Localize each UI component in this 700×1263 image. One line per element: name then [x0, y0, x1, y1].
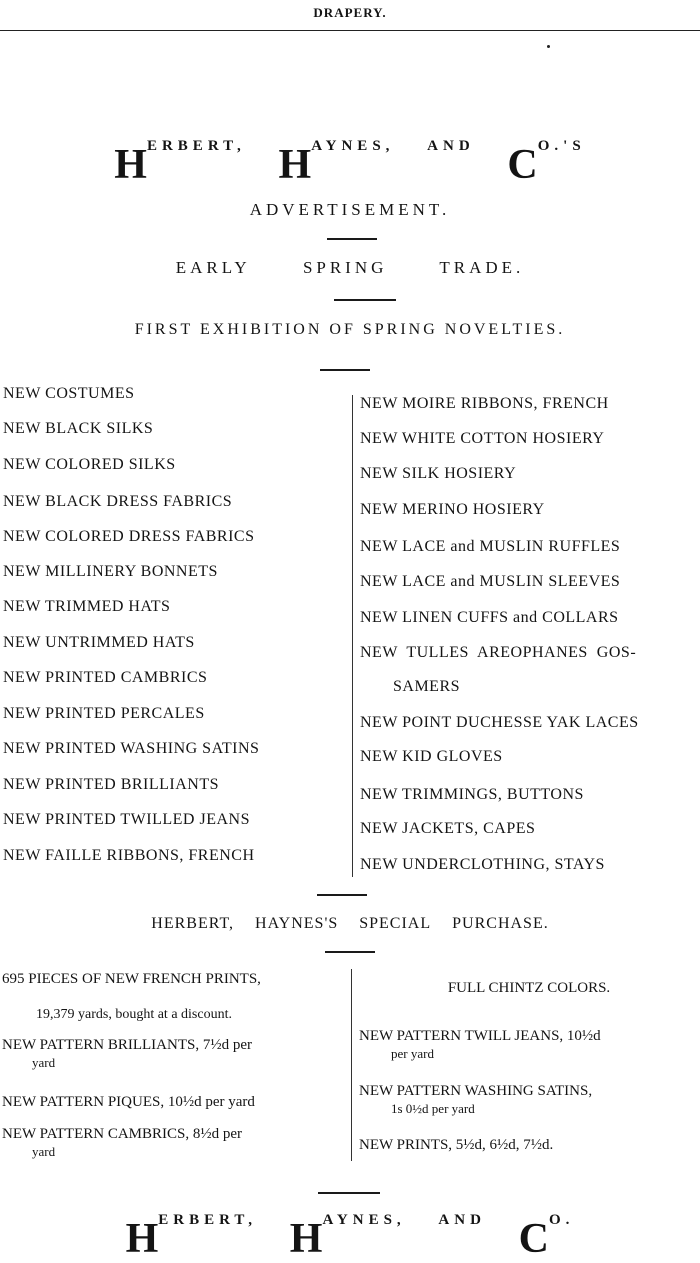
list-item: NEW TRIMMINGS, BUTTONS [360, 786, 584, 803]
section-label: DRAPERY. [313, 5, 387, 20]
divider-rule [317, 894, 367, 896]
special-title-word: SPECIAL [359, 915, 432, 932]
special-title-word: HERBERT, [151, 915, 235, 932]
column-divider [352, 395, 353, 877]
special-right-item: NEW PATTERN WASHING SATINS, 1s 0½d per yard [359, 1083, 593, 1116]
divider-rule [325, 951, 375, 953]
divider-rule [320, 369, 370, 371]
footer-firm-title: HERBERT, HAYNES, AND CO. [125, 1212, 575, 1262]
list-item: NEW LACE and MUSLIN RUFFLES [360, 538, 621, 555]
title-initial-h: H [114, 142, 147, 188]
list-item: NEW FAILLE RIBBONS, FRENCH [3, 847, 255, 864]
list-item: NEW TRIMMED HATS [3, 598, 171, 615]
special-right-item: NEW PRINTS, 5½d, 6½d, 7½d. [359, 1137, 554, 1153]
list-item: NEW KID GLOVES [360, 748, 503, 765]
list-item: NEW BLACK SILKS [3, 420, 154, 437]
special-left-item: 19,379 yards, bought at a discount. [36, 1007, 232, 1022]
ink-dot [547, 45, 550, 48]
list-item: NEW COLORED DRESS FABRICS [3, 528, 255, 545]
title-initial-c: C [507, 142, 538, 188]
exhibition-line: FIRST EXHIBITION OF SPRING NOVELTIES. [134, 321, 566, 338]
special-left-item: 695 PIECES OF NEW FRENCH PRINTS, [2, 971, 261, 987]
list-item: NEW PRINTED WASHING SATINS [3, 740, 260, 757]
special-right-item: FULL CHINTZ COLORS. [447, 980, 611, 996]
list-item: NEW PRINTED PERCALES [3, 705, 205, 722]
list-item: NEW COLORED SILKS [3, 456, 176, 473]
title-initial-h2: H [278, 142, 312, 188]
special-right-item: NEW PATTERN TWILL JEANS, 10½d per yard [359, 1028, 601, 1061]
list-item: NEW MILLINERY BONNETS [3, 563, 218, 580]
list-item: NEW PRINTED CAMBRICS [3, 669, 208, 686]
list-item: NEW BLACK DRESS FABRICS [3, 493, 233, 510]
special-left-item: NEW PATTERN CAMBRICS, 8½d per yard [2, 1126, 243, 1159]
list-item-continuation: SAMERS [393, 678, 461, 695]
list-item: NEW LINEN CUFFS and COLLARS [360, 609, 619, 626]
trade-word-early: EARLY [175, 258, 251, 277]
special-purchase-title [0, 915, 700, 933]
trade-word-trade: TRADE. [439, 258, 525, 277]
list-item: NEW LACE and MUSLIN SLEEVES [360, 573, 621, 590]
divider-rule [318, 1192, 380, 1194]
list-item: NEW UNTRIMMED HATS [3, 634, 195, 651]
list-item: NEW PRINTED TWILLED JEANS [3, 811, 250, 828]
subtitle: ADVERTISEMENT. [249, 200, 451, 219]
special-left-item: NEW PATTERN PIQUES, 10½d per yard [2, 1094, 255, 1110]
trade-word-spring: SPRING [302, 258, 388, 277]
special-title-word: PURCHASE. [452, 915, 549, 932]
divider-rule [334, 299, 396, 301]
column-divider [351, 969, 352, 1161]
list-item: NEW MERINO HOSIERY [360, 501, 545, 518]
list-item: NEW SILK HOSIERY [360, 465, 517, 482]
title-word-and: AND [427, 138, 475, 154]
special-title-word: HAYNES'S [255, 915, 339, 932]
title-word-os: O.'S [537, 138, 586, 154]
list-item: NEW MOIRE RIBBONS, FRENCH [360, 395, 609, 412]
trade-line [0, 258, 700, 278]
list-item: NEW UNDERCLOTHING, STAYS [360, 856, 605, 873]
firm-title [0, 138, 700, 189]
title-word-erbert: ERBERT, [146, 138, 246, 154]
list-item: NEW PRINTED BRILLIANTS [3, 776, 220, 793]
list-item: NEW WHITE COTTON HOSIERY [360, 430, 605, 447]
list-item: NEW POINT DUCHESSE YAK LACES [360, 714, 639, 731]
divider-rule [327, 238, 377, 240]
header-rule [0, 30, 700, 31]
title-word-aynes: AYNES, [311, 138, 395, 154]
list-item: NEW COSTUMES [3, 385, 135, 402]
list-item: NEW TULLES AREOPHANES GOS- [360, 644, 637, 661]
list-item: NEW JACKETS, CAPES [360, 820, 536, 837]
special-left-item: NEW PATTERN BRILLIANTS, 7½d per yard [2, 1037, 252, 1070]
